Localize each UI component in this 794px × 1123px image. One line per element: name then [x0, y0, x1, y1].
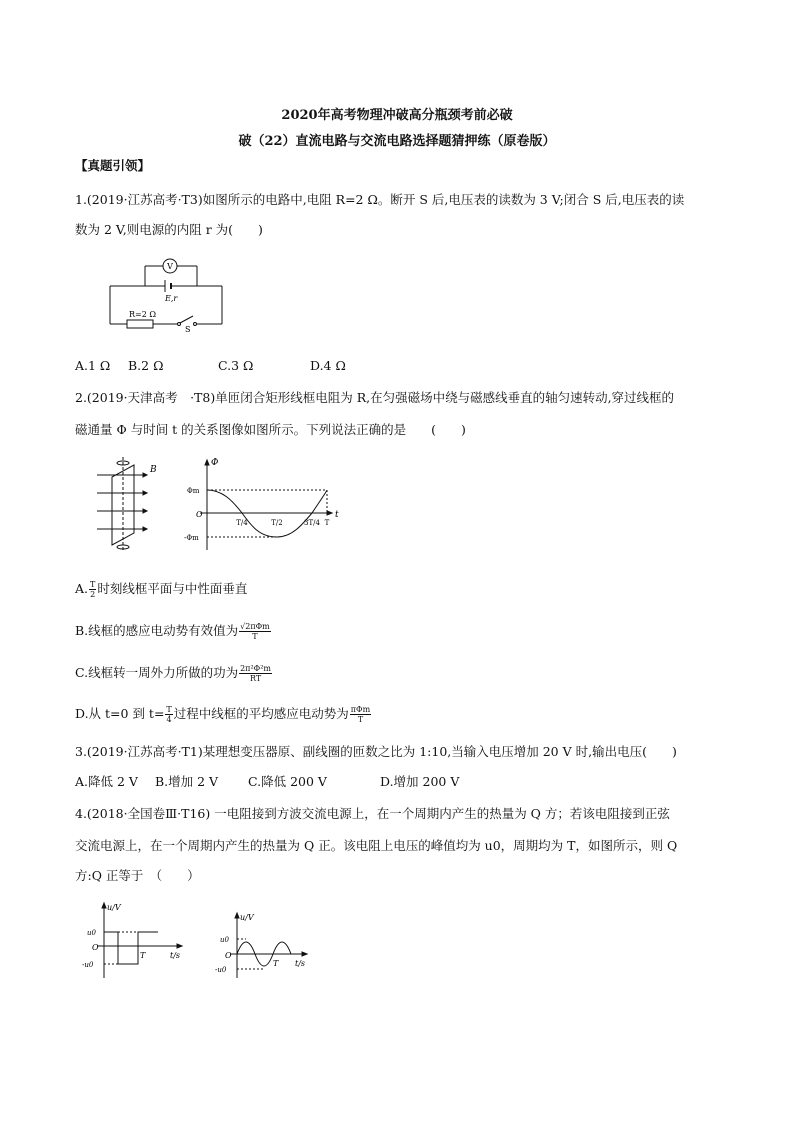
- t-axis-label: t: [335, 510, 339, 520]
- field-label: B: [150, 465, 157, 475]
- q2-option-d: D.从 t=0 到 t= $\frac{T}{4}$ 过程中线框的平均感应电动势为 $\frac{\text{πΦm}}{T}$: [75, 705, 371, 724]
- q4-text-line1: 4.(2018·全国卷Ⅲ·T16) 一电阻接到方波交流电源上，在一个周期内产生的热量为 Q 方；若该电阻接到正弦: [75, 806, 670, 821]
- q1-circuit-diagram: [105, 252, 230, 332]
- period-label-2: T: [273, 959, 279, 968]
- u-axis-label-2: u/V: [240, 913, 254, 922]
- q2-text-line2: 磁通量 Φ 与时间 t 的关系图像如图所示。下列说法正确的是 ( ): [75, 422, 466, 437]
- origin-label-1: O: [92, 943, 99, 952]
- q2-figure: [92, 455, 342, 555]
- t-axis-label-1: t/s: [170, 951, 181, 960]
- battery-label: E,r: [165, 294, 178, 303]
- section-heading: 【真题引领】: [75, 158, 151, 173]
- phi-max-label: Φm: [187, 487, 200, 495]
- period-label-1: T: [140, 951, 146, 960]
- u0-label-1: u0: [87, 929, 96, 937]
- tick-t-quarter: T/4: [236, 519, 248, 527]
- tick-t-full: T: [324, 519, 330, 527]
- u-axis-label-1: u/V: [107, 903, 121, 912]
- phi-axis-label: Φ: [211, 458, 219, 468]
- q1-option-c: C.3 Ω: [218, 358, 254, 373]
- q1-text-line1: 1.(2019·江苏高考·T3)如图所示的电路中,电阻 R=2 Ω。断开 S 后,电压表的读数为 3 V;闭合 S 后,电压表的读: [75, 192, 685, 207]
- q2-option-c: C.线框转一周外力所做的功为 $\frac{\text{2π²Φ²m}}{RT}$: [75, 664, 271, 683]
- q3-option-a: A.降低 2 V: [75, 774, 138, 789]
- origin-label: O: [196, 510, 203, 519]
- q4-square-wave-figure: [82, 898, 192, 983]
- square-wave-curve: [104, 932, 158, 964]
- origin-label-2: O: [225, 951, 232, 960]
- q3-option-d: D.增加 200 V: [380, 774, 460, 789]
- q3-text-line1: 3.(2019·江苏高考·T1)某理想变压器原、副线圈的匝数之比为 1:10,当输入电压增加 20 V 时,输出电压( ): [75, 744, 677, 759]
- q4-text-line3: 方:Q 正等于 （ ）: [75, 868, 200, 883]
- page-title: 2020年高考物理冲破高分瓶颈考前必破: [281, 108, 513, 123]
- switch-label: S: [185, 325, 191, 332]
- neg-u0-label-2: -u0: [215, 966, 227, 974]
- q1-option-a: A.1 Ω: [75, 358, 111, 373]
- voltmeter-label: V: [167, 262, 173, 271]
- q1-option-b: B.2 Ω: [128, 358, 164, 373]
- phi-min-label: -Φm: [184, 534, 199, 542]
- tick-t-half: T/2: [271, 519, 283, 527]
- q1-text-line2: 数为 2 V,则电源的内阻 r 为( ): [75, 222, 263, 237]
- resistor-icon: [127, 320, 153, 328]
- q2-option-a: A. $\frac{T}{2}$ 时刻线框平面与中性面垂直: [75, 580, 248, 599]
- q4-sine-wave-figure: [215, 908, 315, 983]
- neg-u0-label-1: -u0: [82, 961, 94, 969]
- u0-label-2: u0: [220, 936, 229, 944]
- q1-option-d: D.4 Ω: [310, 358, 346, 373]
- q3-option-b: B.增加 2 V: [155, 774, 219, 789]
- q2-text-line1: 2.(2019·天津高考 ·T8)单匝闭合矩形线框电阻为 R,在匀强磁场中绕与磁感线垂直的轴匀速转动,穿过线框的: [75, 390, 675, 405]
- q3-option-c: C.降低 200 V: [248, 774, 327, 789]
- switch-icon: [180, 316, 193, 323]
- tick-t-three-quarter: 3T/4: [304, 519, 320, 527]
- page-subtitle: 破（22）直流电路与交流电路选择题猜押练（原卷版）: [238, 134, 556, 149]
- q2-option-b: B.线框的感应电动势有效值为 $\frac{\text{√2πΦm}}{T}$: [75, 622, 270, 641]
- q4-text-line2: 交流电源上，在一个周期内产生的热量为 Q 正。该电阻上电压的峰值均为 u0，周期均为 T，如图所示，则 Q: [75, 838, 678, 853]
- t-axis-label-2: t/s: [295, 959, 306, 968]
- resistor-label: R=2 Ω: [129, 310, 156, 319]
